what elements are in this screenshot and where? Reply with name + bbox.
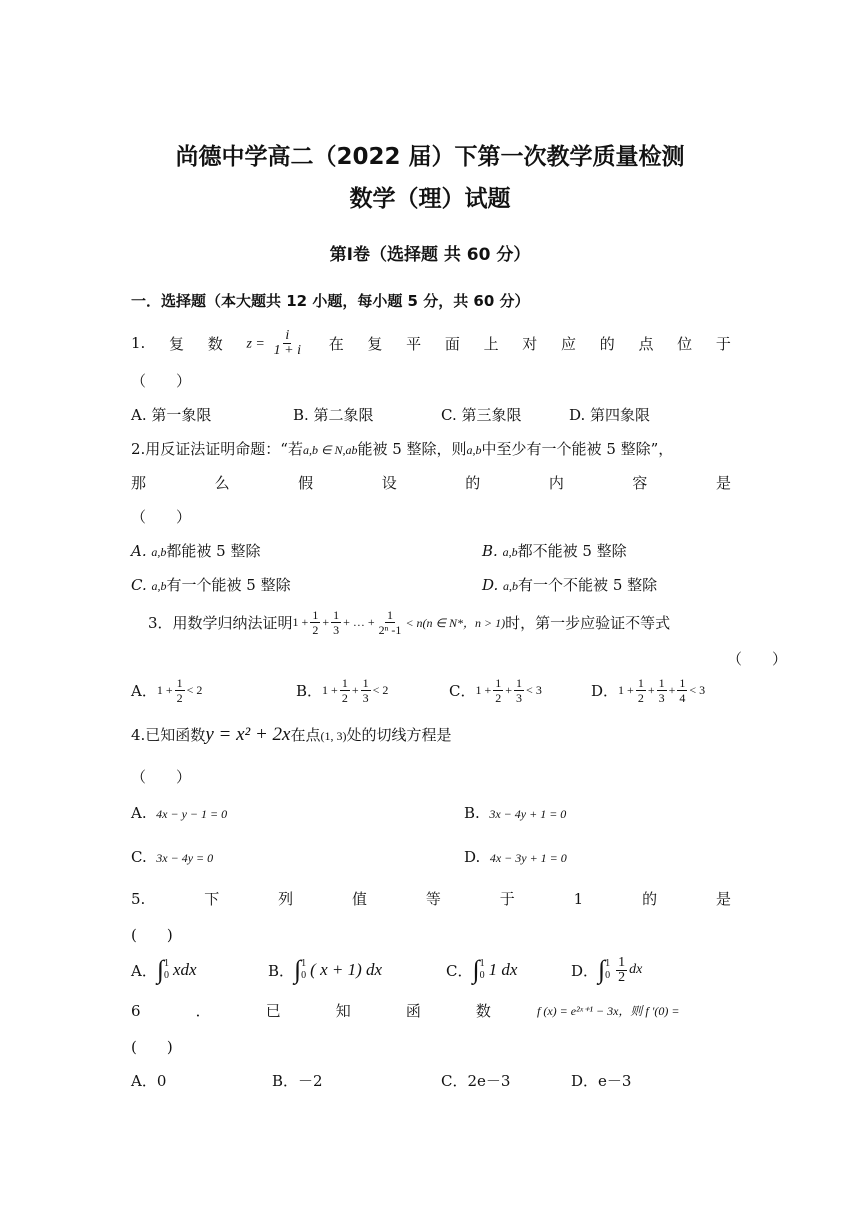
q1-word: 应 <box>561 334 577 353</box>
q2-answer-blank: （ ） <box>131 508 192 526</box>
q4-option-c: C. 3x − 4y = 0 <box>131 848 214 866</box>
q4-option-a: A. 4x − y − 1 = 0 <box>131 804 228 822</box>
q1-word: 的 <box>599 334 615 353</box>
question-5-stem: 5. 下 列 值 等 于 1 的 是 <box>131 889 731 908</box>
q4-function: y = x² + 2x <box>205 724 291 745</box>
q6-answer-blank: ( ) <box>131 1038 173 1056</box>
q1-word: 对 <box>522 334 538 353</box>
q1-fraction: $\frac{i}{1 + i}$ <box>273 327 301 358</box>
question-1-stem <box>131 326 731 360</box>
q6-function: f (x) = e²ˣ⁺¹ − 3x，则 f ′(0) = <box>537 1004 680 1018</box>
q2-option-a: A. a,b都能被 5 整除 <box>131 542 261 560</box>
q1-word: 位 <box>677 334 693 353</box>
q1-option-d: D. 第四象限 <box>569 406 651 424</box>
exam-subtitle: 数学（理）试题 <box>349 186 511 212</box>
q1-word: 平 <box>406 334 422 353</box>
q1-number: 1. <box>131 334 146 352</box>
q1-option-b: B. 第二象限 <box>293 406 374 424</box>
q5-option-b: B． ∫ 1 0 ( x + 1) dx <box>268 955 383 984</box>
q4-option-d: D. 4x − 3y + 1 = 0 <box>464 848 567 866</box>
q4-answer-blank: （ ） <box>131 768 192 786</box>
q3-option-a: A． 1 + $\frac{1}{2}$ < 2 <box>131 675 203 705</box>
question-2-stem: 2.用反证法证明命题：“若a,b ∈ N,ab能被 5 整除，则a,b中至少有一个能被 5 整除”， <box>131 440 674 458</box>
q1-word: 复 <box>169 334 185 353</box>
q1-answer-blank: （ ） <box>131 372 192 390</box>
q1-word: 在 <box>328 334 344 353</box>
integral-sign: ∫ <box>156 955 164 984</box>
q1-option-a: A. 第一象限 <box>131 406 212 424</box>
q1-option-c: C. 第三象限 <box>441 406 522 424</box>
q1-word: 面 <box>444 334 460 353</box>
question-2-stem-line2: 那 么 假 设 的 内 容 是 <box>131 474 731 492</box>
section-heading: 一．选择题（本大题共 12 小题，每小题 5 分，共 60 分） <box>131 292 530 310</box>
q5-option-d: D． ∫ 1 0 $\frac{1}{2}$ dx <box>571 954 643 985</box>
q1-word: 于 <box>715 334 731 353</box>
integral-sign: ∫ <box>472 955 480 984</box>
question-3-stem: 3．用数学归纳法证明 1 + $\frac{1}{2}$ + $\frac{1}{3}$ + … + $\frac{1}{\text{2ⁿ -1}}$ < n(n ∈ N*，n > 1) 时，第一步应验证不等式 <box>148 607 671 637</box>
q2-option-b: B. a,b都不能被 5 整除 <box>482 542 627 560</box>
q6-option-a: A．0 <box>131 1072 167 1090</box>
q1-word: 复 <box>367 334 383 353</box>
q3-last-fraction: $\frac{1}{\text{2ⁿ -1}}$ <box>378 607 402 637</box>
q3-option-d: D． 1 + $\frac{1}{2}$ + $\frac{1}{3}$ + $\frac{1}{4}$ < 3 <box>591 675 706 705</box>
q1-word: 上 <box>483 334 499 353</box>
q6-option-d: D．e－3 <box>571 1072 632 1090</box>
q2-option-d: D. a,b有一个不能被 5 整除 <box>482 576 658 594</box>
q1-formula <box>246 329 305 358</box>
q6-option-b: B．－2 <box>272 1072 323 1090</box>
q4-point: (1, 3) <box>320 729 347 743</box>
q3-inequality: < n(n ∈ N*，n > 1) <box>405 615 506 630</box>
q3-option-c: C． 1 + $\frac{1}{2}$ + $\frac{1}{3}$ < 3 <box>449 675 542 705</box>
q3-option-b: B． 1 + $\frac{1}{2}$ + $\frac{1}{3}$ < 2 <box>296 675 389 705</box>
q2-condition: a,b ∈ N,ab <box>302 443 358 457</box>
q1-word: 数 <box>207 334 223 353</box>
exam-title: 尚德中学高二（2022 届）下第一次教学质量检测 <box>175 144 685 170</box>
q1-word: 点 <box>638 334 654 353</box>
q3-answer-blank: （ ） <box>727 650 788 668</box>
integral-sign: ∫ <box>294 955 302 984</box>
q5-answer-blank: ( ) <box>131 926 173 944</box>
question-6-stem: 6 ． 已 知 函 数 f (x) = e²ˣ⁺¹ − 3x，则 f ′(0) = <box>131 1001 680 1020</box>
q5-option-c: C． ∫ 1 0 1 dx <box>446 955 518 984</box>
integral-sign: ∫ <box>598 955 606 984</box>
q1-z: z = <box>246 336 265 351</box>
q5-option-a: A． ∫ 1 0 xdx <box>131 955 197 984</box>
q6-option-c: C．2e－3 <box>441 1072 511 1090</box>
q2-option-c: C. a,b有一个能被 5 整除 <box>131 576 291 594</box>
volume-heading: 第Ⅰ卷（选择题 共 60 分） <box>329 245 531 265</box>
q4-option-b: B. 3x − 4y + 1 = 0 <box>464 804 567 822</box>
q2-var: a,b <box>466 443 482 457</box>
question-4-stem: 4.已知函数 y = x² + 2x 在点 (1, 3) 处的切线方程是 <box>131 724 452 745</box>
